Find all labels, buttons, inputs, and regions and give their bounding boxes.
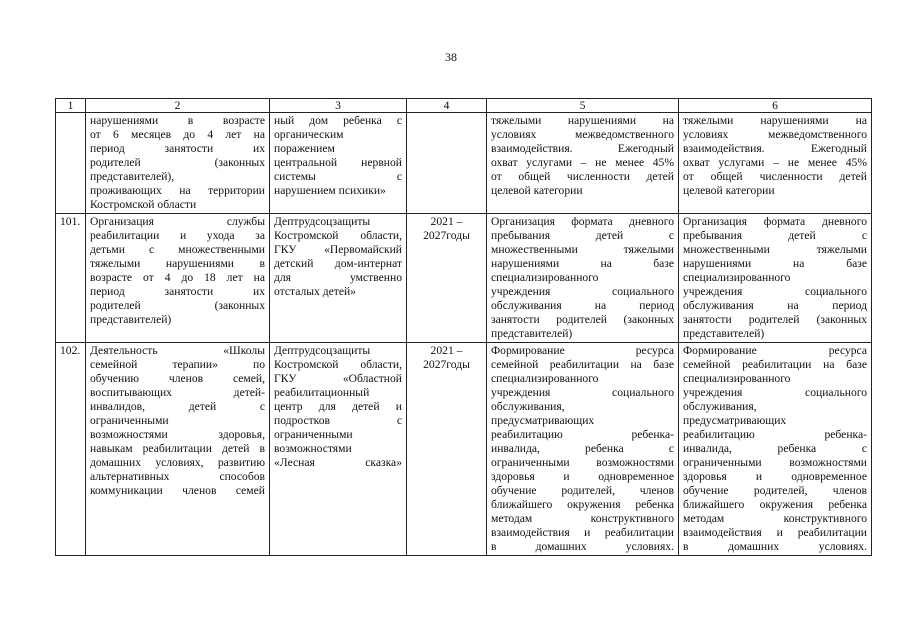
cell-line: Организация формата дневного [491,215,674,228]
cell-line: тяжелыми нарушениями на [683,114,867,127]
column-header: 4 [407,99,487,113]
cell-line: обучению членов семей, [90,372,265,385]
cell-line: навыкам реабилитации детей в [90,442,265,455]
executor-cell [270,343,407,556]
activity-cell [86,214,270,343]
cell-line: целевой категории [491,184,583,197]
cell-line: семейной терапии» по [90,358,265,371]
cell-line: ближайшего окружения ребенка [683,498,867,511]
cell-line: множественными тяжелыми [491,243,674,256]
cell-line: инвалида, ребенка с [491,442,674,455]
cell-line: ограниченными возможностями [491,456,674,469]
cell-line: в домашних условиях. [683,540,867,553]
cell-line: коммуникации членов семей [90,484,265,497]
cell-line: ГКУ «Первомайский [274,243,402,256]
cell-line: подростков с [274,414,402,427]
cell-line: специализированного [491,271,599,284]
column-header: 6 [679,99,872,113]
cell-line: охват услугами – не менее 45% [683,156,867,169]
column-header: 3 [270,99,407,113]
cell-line: предусматривающих [683,414,787,427]
executor-cell [270,214,407,343]
cell-line: нарушениями на базе [491,257,674,270]
cell-line: Костромской области [90,198,197,211]
cell-line: период занятости их [90,142,265,155]
cell-line: нарушением психики» [274,184,386,197]
cell-line: в домашних условиях. [491,540,674,553]
cell-line: взаимодействия и реабилитации [491,526,674,539]
table-row [56,214,872,343]
cell-line: предусматривающих [491,414,595,427]
cell-line: детский дом-интернат [274,257,402,270]
cell-line: органическим [274,128,344,141]
cell-line: нарушениями на базе [683,257,867,270]
cell-line: методам конструктивного [491,512,674,525]
cell-line: реабилитацию ребенка- [491,428,674,441]
cell-line: период занятости их [90,285,265,298]
cell-line: инвалида, ребенка с [683,442,867,455]
result-cell [487,214,679,343]
cell-line: системы с [274,170,402,183]
cell-line: учреждения социального [683,386,867,399]
cell-line: ГКУ «Областной [274,372,402,385]
cell-line: Костромской области, [274,358,402,371]
cell-line: представителей), [90,170,175,183]
cell-line: взаимодействия и реабилитации [683,526,867,539]
cell-line: условиях межведомственного [683,128,867,141]
table-row [56,113,872,214]
cell-line: представителей) [683,327,765,340]
column-number-row [56,99,872,113]
cell-line: для умственно [274,271,402,284]
cell-line: воспитывающих детей- [90,386,265,399]
cell-line: обслуживания на период [683,299,867,312]
cell-line: Формирование ресурса [683,344,867,357]
cell-line: от общей численности детей [491,170,674,183]
cell-line: реабилитацию ребенка- [683,428,867,441]
cell-line: возможностями здоровья, [90,428,265,441]
cell-line: отсталых детей» [274,285,356,298]
cell-line: Деятельность «Школы [90,344,265,357]
column-header: 2 [86,99,270,113]
cell-line: годы [446,229,470,242]
activity-cell [86,343,270,556]
cell-line: годы [446,358,470,371]
cell-line: реабилитационный [274,386,370,399]
cell-line: здоровья и одновременное [683,470,867,483]
result-cell [487,113,679,214]
cell-line: возможностями [274,442,352,455]
cell-line: ограниченными возможностями [683,456,867,469]
cell-line: «Лесная сказка» [274,456,402,469]
column-header: 5 [487,99,679,113]
cell-line: представителей) [491,327,573,340]
cell-line: занятости родителей (законных [491,313,674,326]
cell-line: пребывания детей с [683,229,867,242]
cell-line: от общей численности детей [683,170,867,183]
cell-line: занятости родителей (законных [683,313,867,326]
cell-line: Формирование ресурса [491,344,674,357]
cell-line: представителей) [90,313,172,326]
years-cell [407,214,487,343]
program-table [55,98,872,556]
cell-line: семейной реабилитации на базе [491,358,674,371]
cell-line: альтернативных способов [90,470,265,483]
cell-line: родителей (законных [90,156,265,169]
cell-line: учреждения социального [683,285,867,298]
cell-line: Дептрудсоцзащиты [274,215,371,228]
years-cell [407,343,487,556]
cell-line: взаимодействия. Ежегодный [683,142,867,155]
cell-line: ограниченными [90,414,169,427]
cell-line: специализированного [683,271,791,284]
cell-line: ограниченными [274,428,353,441]
cell-line: пребывания детей с [491,229,674,242]
cell-line: нарушениями в возрасте [90,114,265,127]
executor-cell [270,113,407,214]
cell-line: от 6 месяцев до 4 лет на [90,128,265,141]
cell-line: специализированного [491,372,599,385]
cell-line: ный дом ребенка с [274,114,402,127]
cell-line: центральной нервной [274,156,402,169]
indicator-cell [679,214,872,343]
cell-line: учреждения социального [491,285,674,298]
cell-line: 2021 – 2027 [423,215,463,242]
cell-line: домашних условиях, развитию [90,456,265,469]
cell-line: поражением [274,142,335,155]
cell-line: охват услугами – не менее 45% [491,156,674,169]
cell-line: специализированного [683,372,791,385]
cell-line: Дептрудсоцзащиты [274,344,371,357]
cell-line: проживающих на территории [90,184,265,197]
row-number: 102. [56,343,86,556]
cell-line: центр для детей и [274,400,402,413]
cell-line: тяжелыми нарушениями на [491,114,674,127]
cell-line: реабилитации и ухода за [90,229,265,242]
cell-line: ближайшего окружения ребенка [491,498,674,511]
cell-line: обслуживания, [683,400,757,413]
cell-line: взаимодействия. Ежегодный [491,142,674,155]
activity-cell [86,113,270,214]
indicator-cell [679,113,872,214]
cell-line: здоровья и одновременное [491,470,674,483]
cell-line: тяжелыми нарушениями в [90,257,265,270]
cell-line: Организация службы [90,215,265,228]
cell-line: обучение родителей, членов [491,484,674,497]
result-cell [487,343,679,556]
row-number: 101. [56,214,86,343]
cell-line: целевой категории [683,184,775,197]
cell-line: детьми с множественными [90,243,265,256]
cell-line: семейной реабилитации на базе [683,358,867,371]
cell-line: обучение родителей, членов [683,484,867,497]
cell-line: Костромской области, [274,229,402,242]
column-header: 1 [56,99,86,113]
page-number: 38 [445,50,457,64]
indicator-cell [679,343,872,556]
cell-line: инвалидов, детей с [90,400,265,413]
cell-line: обслуживания, [491,400,565,413]
row-number [56,113,86,214]
cell-line: методам конструктивного [683,512,867,525]
cell-line: множественными тяжелыми [683,243,867,256]
cell-line: возрасте от 4 до 18 лет на [90,271,265,284]
cell-line: Организация формата дневного [683,215,867,228]
years-cell [407,113,487,214]
cell-line: 2021 – 2027 [423,344,463,371]
cell-line: родителей (законных [90,299,265,312]
cell-line: условиях межведомственного [491,128,674,141]
cell-line: обслуживания на период [491,299,674,312]
cell-line: учреждения социального [491,386,674,399]
table-row [56,343,872,556]
